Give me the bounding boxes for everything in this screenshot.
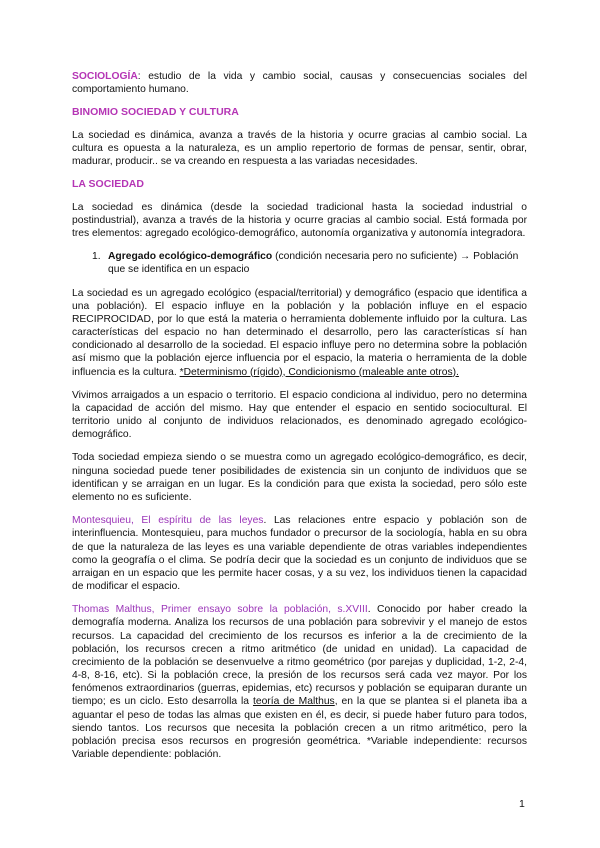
paragraph-malthus bbox=[72, 603, 527, 761]
paragraph-binomio: La sociedad es dinámica, avanza a través de la historia y ocurre gracias al cambio social. La cultura es opuesta a la naturaleza, es un amplio repertorio de formas de pensar, sentir, obrar, madurar, producir.. se va creando en respuesta a las variadas necesidades. bbox=[72, 129, 527, 168]
intro-term: SOCIOLOGÍA bbox=[72, 71, 138, 82]
list-item bbox=[92, 250, 527, 276]
malthus-reference: Thomas Malthus, Primer ensayo sobre la población, s.XVIII bbox=[72, 604, 368, 616]
montesquieu-reference: Montesquieu, El espíritu de las leyes bbox=[72, 515, 264, 527]
intro-text: : estudio de la vida y cambio social, causas y consecuencias sociales del comportamiento humano. bbox=[72, 71, 527, 96]
paragraph-montesquieu bbox=[72, 514, 527, 593]
paragraph-agregado bbox=[72, 287, 527, 379]
paragraph-toda-sociedad: Toda sociedad empieza siendo o se muestra como un agregado ecológico-demográfico, es decir, ninguna sociedad puede tener posibilidades de existencia sin un conjunto de individuos que se identifican y se arraigan en un lugar. Es la condición para que exista la sociedad, pero sólo este elemento no es suficiente. bbox=[72, 452, 527, 503]
paragraph-malthus-text-1: . Conocido por haber creado la demografía moderna. Analiza los recursos de una población para sobrevivir y el manejo de estos recursos. La capacidad del crecimiento de los recursos es inferior a la de crecimiento de la población, los recursos crecen a ritmo aritmético (de unidad en unidad). La capacidad de crecimiento de la población se desenvuelve a ritmo geométrico (por parejas y duplicidad, 1-2, 2-4, 4-8, 8-16, etc). Si la población crece, la presión de los recursos será cada vez mayor. Por los fenómenos extraordinarios (guerras, epidemias, etc) recursos y población se equiparan durante un tiempo; es un ciclo. Esto desarrolla la bbox=[72, 604, 527, 708]
page-content bbox=[72, 70, 527, 771]
section-heading-binomio: BINOMIO SOCIEDAD Y CULTURA bbox=[72, 106, 239, 119]
list-title: Agregado ecológico-demográfico bbox=[108, 251, 273, 263]
list-number: 1. bbox=[92, 251, 101, 263]
section-heading-sociedad: LA SOCIEDAD bbox=[72, 178, 144, 191]
paragraph-montesquieu-text: . Las relaciones entre espacio y población son de interinfluencia. Montesquieu, para muchos fundador o precursor de la sociología, habla en su obra de que la naturaleza de las leyes es una variable dependiente de otras variables independientes como la geografía o el clima. Se podría decir que la sociedad es un conjunto de individuos que se arraigan en un espacio que les permite hacer cosas, y a su vez, los individuos tienen la capacidad de modificar el espacio. bbox=[72, 515, 528, 593]
paragraph-vivimos: Vivimos arraigados a un espacio o territorio. El espacio condiciona al individuo, pero no determina la capacidad de acción del mismo. Hay que entender el espacio en sentido sociocultural. El territorio unido al conjunto de individuos relacionados, es denominado agregado ecológico-demográfico. bbox=[72, 389, 527, 441]
list-description: (condición necesaria pero no suficiente) → Población que se identifica en un espacio bbox=[108, 251, 519, 276]
intro-paragraph bbox=[72, 70, 527, 96]
determinismo-note: *Determinismo (rígido), Condicionismo (maleable ante otros). bbox=[179, 366, 459, 378]
teoria-malthus-link: teoría de Malthus bbox=[252, 696, 335, 708]
page-number: 1 bbox=[519, 798, 525, 810]
paragraph-agregado-text: La sociedad es un agregado ecológico (espacial/territorial) y demográfico (espacio que identifica a una población). El espacio influye en la población y la población influye en el espacio RECIPROCIDAD, por lo que está la materia o herramienta doblemente influido por la cultura. Las características del espacio no han determinado el desarrollo, pero las características sí han condicionado al desarrollo de la sociedad. El espacio influye pero no determina sobre la población así mismo que la población ejerce influencia por el espacio, la materia o herramienta de la doble influencia es la cultura. bbox=[72, 287, 527, 378]
list-text bbox=[108, 250, 527, 276]
paragraph-sociedad: La sociedad es dinámica (desde la sociedad tradicional hasta la sociedad industrial o postindustrial), avanza a través de la historia y ocurre gracias al cambio social. Está formada por tres elementos: agregado ecológico-demográfico, autonomía organizativa y autonomía integradora. bbox=[72, 201, 527, 240]
paragraph-malthus-text-2: , en la que se plantea si el planeta iba a aguantar el peso de todas las almas que existen en él, es decir, si puede haber futuro para todos, siendo tantos. Los recursos que necesita la población crecen a un ritmo aritmético, pero la población precisa esos recursos en progresión geométrica. *Variable independiente: recursos Variable dependiente: población. bbox=[72, 696, 527, 761]
